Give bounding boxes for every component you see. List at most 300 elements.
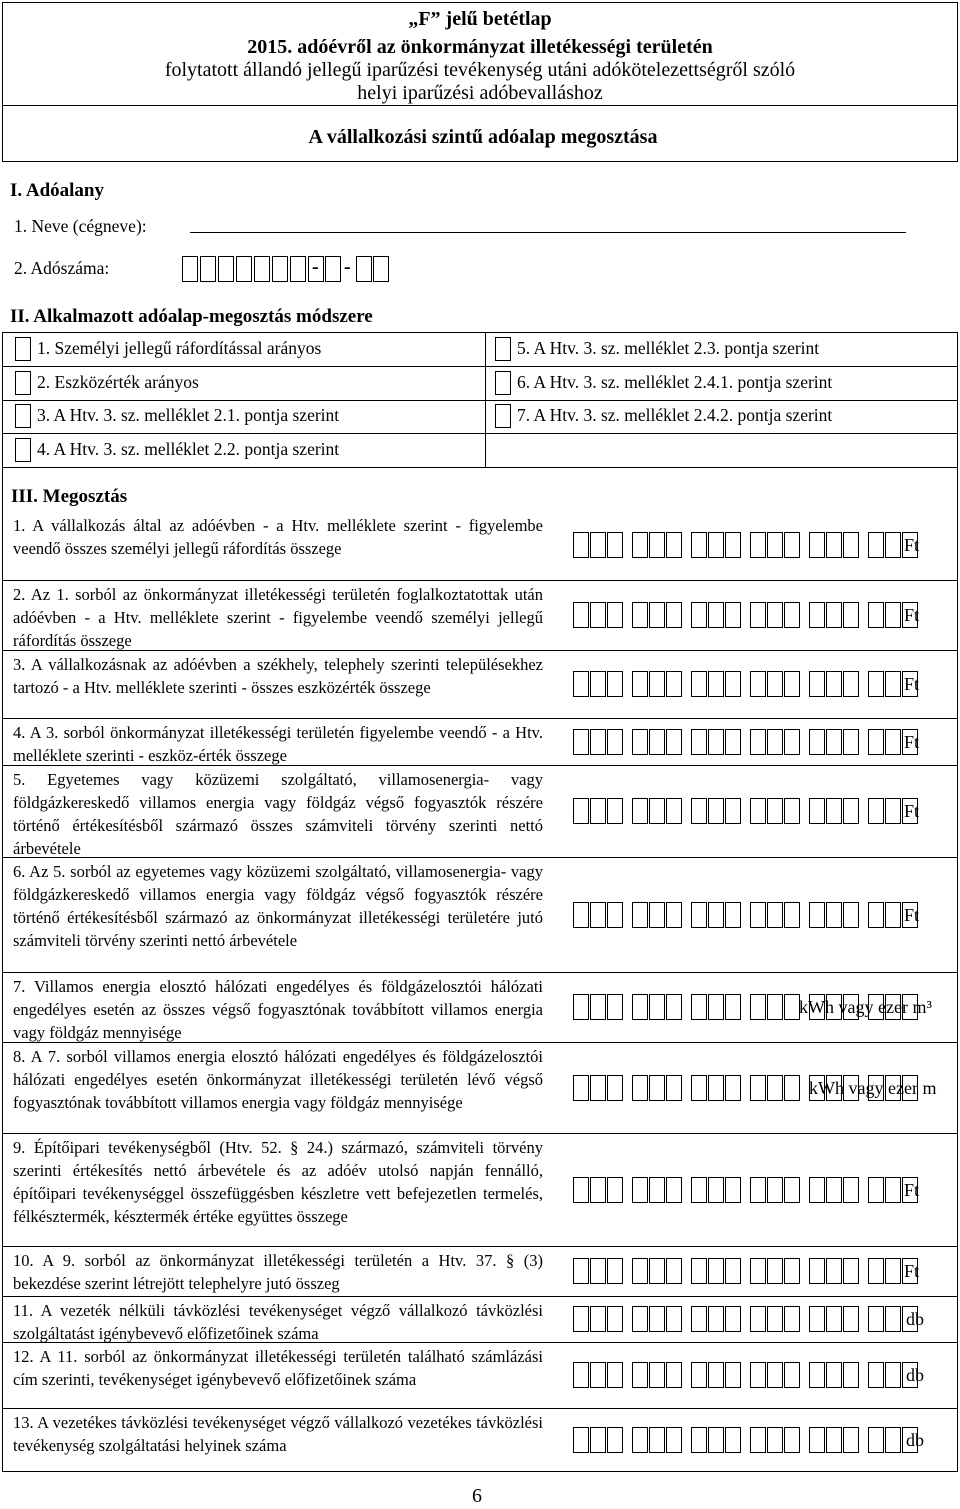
amount-digit[interactable] bbox=[843, 1427, 859, 1453]
row-description: 6. Az 5. sorból az egyetemes vagy közüzemi szolgáltató, villamosenergia- vagy földgázkereskedő villamos energia vagy földgáz végső fogyasztók részére történő értékesítésből származó az önkormányzat illetékességi területére jutó számviteli törvény szerinti nettó árbevétele bbox=[13, 862, 543, 950]
table-row bbox=[3, 1296, 957, 1341]
amount-digit[interactable] bbox=[573, 602, 589, 628]
amount-digit[interactable] bbox=[826, 1306, 842, 1332]
amount-digit[interactable] bbox=[767, 994, 783, 1020]
amount-digit[interactable] bbox=[784, 1427, 800, 1453]
amount-digit[interactable] bbox=[649, 1177, 665, 1203]
amount-digit[interactable] bbox=[868, 1177, 884, 1203]
amount-digit[interactable] bbox=[666, 1177, 682, 1203]
divider bbox=[3, 366, 485, 367]
amount-digit[interactable] bbox=[691, 1177, 707, 1203]
amount-digit[interactable] bbox=[885, 1258, 901, 1284]
method-7-label: 7. A Htv. 3. sz. melléklet 2.4.2. pontja szerint bbox=[517, 405, 833, 425]
amount-digit[interactable] bbox=[868, 729, 884, 755]
amount-digit[interactable] bbox=[784, 798, 800, 824]
amount-digit[interactable] bbox=[750, 1362, 766, 1388]
amount-digit[interactable] bbox=[708, 994, 724, 1020]
amount-digit[interactable] bbox=[868, 671, 884, 697]
row-description: 5. Egyetemes vagy közüzemi szolgáltató, villamosenergia- vagy földgázkereskedő villamos energia vagy földgáz végső fogyasztók részére történő értékesítésből származó összes számviteli törvény szerinti nettó árbevétele bbox=[13, 770, 543, 858]
amount-field[interactable] bbox=[573, 1427, 919, 1453]
amount-digit[interactable] bbox=[767, 671, 783, 697]
table-row bbox=[3, 580, 957, 649]
table-row bbox=[3, 1342, 957, 1407]
amount-digit[interactable] bbox=[708, 902, 724, 928]
row-description: 1. A vállalkozás által az adóévben - a Htv. melléklete szerint - figyelembe veendő összes személyi jellegű ráfordítás összege bbox=[13, 516, 543, 558]
amount-digit[interactable] bbox=[666, 532, 682, 558]
amount-digit[interactable] bbox=[708, 798, 724, 824]
unit-label: Ft bbox=[904, 605, 920, 625]
amount-digit[interactable] bbox=[809, 729, 825, 755]
amount-digit[interactable] bbox=[885, 1177, 901, 1203]
amount-digit[interactable] bbox=[590, 602, 606, 628]
method-table bbox=[2, 332, 958, 468]
amount-digit[interactable] bbox=[590, 902, 606, 928]
amount-digit[interactable] bbox=[590, 1258, 606, 1284]
amount-digit[interactable] bbox=[868, 1362, 884, 1388]
method-5-checkbox[interactable] bbox=[495, 337, 511, 361]
method-3-label: 3. A Htv. 3. sz. melléklet 2.1. pontja szerint bbox=[37, 405, 340, 425]
section-2-title: II. Alkalmazott adóalap-megosztás módszere bbox=[10, 306, 373, 327]
amount-digit[interactable] bbox=[649, 532, 665, 558]
amount-digit[interactable] bbox=[649, 1306, 665, 1332]
amount-digit[interactable] bbox=[632, 532, 648, 558]
table-row bbox=[3, 512, 957, 578]
amount-digit[interactable] bbox=[767, 1258, 783, 1284]
amount-digit[interactable] bbox=[767, 729, 783, 755]
amount-digit[interactable] bbox=[885, 602, 901, 628]
tax-digit[interactable] bbox=[356, 256, 372, 282]
amount-digit[interactable] bbox=[708, 729, 724, 755]
table-row bbox=[3, 650, 957, 717]
amount-digit[interactable] bbox=[666, 1427, 682, 1453]
amount-digit[interactable] bbox=[573, 532, 589, 558]
amount-digit[interactable] bbox=[649, 1258, 665, 1284]
method-1-checkbox[interactable] bbox=[15, 337, 31, 361]
amount-digit[interactable] bbox=[750, 671, 766, 697]
row-description: 8. A 7. sorból villamos energia elosztó hálózati engedélyes és földgázelosztói hálózati engedélyes esetén önkormányzat illetékességi területén lévő végső fogyasztónak továbbított villamos energia vagy földgáz mennyisége bbox=[13, 1047, 543, 1112]
amount-digit[interactable] bbox=[750, 798, 766, 824]
title-box bbox=[3, 3, 957, 106]
amount-digit[interactable] bbox=[691, 994, 707, 1020]
amount-digit[interactable] bbox=[666, 902, 682, 928]
amount-digit[interactable] bbox=[607, 1075, 623, 1101]
amount-digit[interactable] bbox=[826, 671, 842, 697]
method-4-label: 4. A Htv. 3. sz. melléklet 2.2. pontja szerint bbox=[37, 439, 340, 459]
amount-digit[interactable] bbox=[843, 532, 859, 558]
form-subtitle-line-2: folytatott állandó jellegű iparűzési tevékenység utáni adókötelezettségről szóló bbox=[164, 59, 796, 81]
unit-label: db bbox=[906, 1430, 924, 1450]
amount-digit[interactable] bbox=[590, 1427, 606, 1453]
unit-label: kWh vagy ezer m bbox=[809, 1078, 937, 1098]
divider bbox=[3, 433, 485, 434]
amount-digit[interactable] bbox=[826, 1177, 842, 1203]
amount-digit[interactable] bbox=[691, 1258, 707, 1284]
amount-digit[interactable] bbox=[573, 902, 589, 928]
amount-digit[interactable] bbox=[607, 532, 623, 558]
amount-digit[interactable] bbox=[767, 532, 783, 558]
amount-digit[interactable] bbox=[725, 602, 741, 628]
amount-digit[interactable] bbox=[573, 798, 589, 824]
amount-digit[interactable] bbox=[691, 798, 707, 824]
amount-digit[interactable] bbox=[590, 671, 606, 697]
amount-digit[interactable] bbox=[885, 902, 901, 928]
amount-digit[interactable] bbox=[826, 902, 842, 928]
amount-digit[interactable] bbox=[590, 729, 606, 755]
amount-digit[interactable] bbox=[590, 798, 606, 824]
amount-digit[interactable] bbox=[750, 1306, 766, 1332]
amount-digit[interactable] bbox=[708, 602, 724, 628]
tax-digit[interactable] bbox=[182, 256, 198, 282]
table-row bbox=[3, 1042, 957, 1132]
amount-digit[interactable] bbox=[649, 994, 665, 1020]
amount-digit[interactable] bbox=[868, 902, 884, 928]
amount-digit[interactable] bbox=[632, 902, 648, 928]
amount-digit[interactable] bbox=[750, 902, 766, 928]
amount-digit[interactable] bbox=[826, 1362, 842, 1388]
tax-digit[interactable] bbox=[290, 256, 306, 282]
amount-digit[interactable] bbox=[725, 1177, 741, 1203]
amount-digit[interactable] bbox=[708, 671, 724, 697]
amount-digit[interactable] bbox=[632, 994, 648, 1020]
amount-digit[interactable] bbox=[868, 1306, 884, 1332]
table-row bbox=[3, 1133, 957, 1245]
amount-digit[interactable] bbox=[750, 729, 766, 755]
amount-digit[interactable] bbox=[843, 902, 859, 928]
name-field[interactable] bbox=[190, 232, 906, 233]
year-line: 2015. adóévről az önkormányzat illetékességi területén bbox=[247, 36, 713, 58]
amount-digit[interactable] bbox=[809, 1427, 825, 1453]
amount-digit[interactable] bbox=[725, 1362, 741, 1388]
amount-digit[interactable] bbox=[607, 602, 623, 628]
table-row bbox=[3, 972, 957, 1041]
amount-digit[interactable] bbox=[632, 1427, 648, 1453]
amount-digit[interactable] bbox=[632, 798, 648, 824]
amount-digit[interactable] bbox=[666, 602, 682, 628]
amount-digit[interactable] bbox=[632, 1306, 648, 1332]
form-title: „F” jelű betétlap bbox=[408, 8, 552, 30]
amount-digit[interactable] bbox=[649, 729, 665, 755]
amount-digit[interactable] bbox=[607, 994, 623, 1020]
amount-digit[interactable] bbox=[809, 602, 825, 628]
page-number: 6 bbox=[472, 1485, 482, 1507]
amount-digit[interactable] bbox=[826, 729, 842, 755]
amount-digit[interactable] bbox=[725, 671, 741, 697]
tax-digit[interactable] bbox=[272, 256, 288, 282]
unit-label: db bbox=[906, 1309, 924, 1329]
method-7-checkbox[interactable] bbox=[495, 404, 511, 428]
amount-digit[interactable] bbox=[590, 1306, 606, 1332]
unit-label: kWh vagy ezer m³ bbox=[799, 997, 932, 1017]
amount-digit[interactable] bbox=[708, 1258, 724, 1284]
tax-number-label: 2. Adószáma: bbox=[14, 258, 110, 278]
amount-field[interactable] bbox=[573, 798, 919, 824]
tax-dash: - bbox=[344, 256, 351, 278]
tax-digit[interactable] bbox=[218, 256, 234, 282]
amount-digit[interactable] bbox=[725, 532, 741, 558]
amount-digit[interactable] bbox=[809, 1258, 825, 1284]
table-row bbox=[3, 1408, 957, 1471]
amount-digit[interactable] bbox=[767, 1177, 783, 1203]
row-description: 11. A vezeték nélküli távközlési tevékenységet végző vállalkozó távközlési szolgáltatást igénybevevő előfizetőinek száma bbox=[13, 1301, 543, 1343]
tax-digit[interactable] bbox=[373, 256, 389, 282]
amount-digit[interactable] bbox=[868, 1258, 884, 1284]
amount-digit[interactable] bbox=[590, 1362, 606, 1388]
amount-digit[interactable] bbox=[691, 1306, 707, 1332]
amount-digit[interactable] bbox=[767, 1362, 783, 1388]
amount-digit[interactable] bbox=[725, 798, 741, 824]
amount-digit[interactable] bbox=[750, 1258, 766, 1284]
amount-digit[interactable] bbox=[691, 1427, 707, 1453]
amount-digit[interactable] bbox=[826, 602, 842, 628]
amount-field[interactable] bbox=[573, 532, 919, 558]
amount-digit[interactable] bbox=[843, 798, 859, 824]
amount-digit[interactable] bbox=[708, 1427, 724, 1453]
tax-digit[interactable] bbox=[236, 256, 252, 282]
amount-digit[interactable] bbox=[843, 1258, 859, 1284]
amount-digit[interactable] bbox=[843, 1362, 859, 1388]
amount-digit[interactable] bbox=[708, 1075, 724, 1101]
amount-digit[interactable] bbox=[868, 798, 884, 824]
amount-digit[interactable] bbox=[708, 1362, 724, 1388]
tax-dash: - bbox=[312, 256, 319, 278]
amount-digit[interactable] bbox=[573, 1362, 589, 1388]
amount-digit[interactable] bbox=[843, 1177, 859, 1203]
amount-digit[interactable] bbox=[784, 1362, 800, 1388]
amount-digit[interactable] bbox=[607, 1362, 623, 1388]
amount-digit[interactable] bbox=[666, 1258, 682, 1284]
amount-digit[interactable] bbox=[843, 729, 859, 755]
method-3-checkbox[interactable] bbox=[15, 404, 31, 428]
table-row bbox=[3, 857, 957, 971]
table-row bbox=[3, 765, 957, 856]
amount-field[interactable] bbox=[573, 902, 919, 928]
amount-digit[interactable] bbox=[750, 1427, 766, 1453]
amount-digit[interactable] bbox=[590, 532, 606, 558]
amount-digit[interactable] bbox=[826, 798, 842, 824]
amount-digit[interactable] bbox=[826, 1427, 842, 1453]
amount-digit[interactable] bbox=[767, 902, 783, 928]
amount-digit[interactable] bbox=[632, 1177, 648, 1203]
amount-digit[interactable] bbox=[784, 1075, 800, 1101]
amount-digit[interactable] bbox=[725, 902, 741, 928]
amount-digit[interactable] bbox=[666, 1306, 682, 1332]
method-2-label: 2. Eszközérték arányos bbox=[37, 372, 199, 392]
table-row bbox=[3, 1246, 957, 1295]
amount-digit[interactable] bbox=[691, 902, 707, 928]
amount-digit[interactable] bbox=[725, 994, 741, 1020]
amount-digit[interactable] bbox=[573, 671, 589, 697]
amount-digit[interactable] bbox=[708, 1177, 724, 1203]
amount-digit[interactable] bbox=[632, 671, 648, 697]
amount-digit[interactable] bbox=[885, 798, 901, 824]
tax-digit[interactable] bbox=[254, 256, 270, 282]
amount-digit[interactable] bbox=[809, 1306, 825, 1332]
amount-digit[interactable] bbox=[826, 532, 842, 558]
amount-digit[interactable] bbox=[632, 729, 648, 755]
amount-digit[interactable] bbox=[573, 729, 589, 755]
divider bbox=[3, 400, 485, 401]
amount-digit[interactable] bbox=[573, 1075, 589, 1101]
amount-field[interactable] bbox=[573, 1362, 919, 1388]
amount-digit[interactable] bbox=[590, 994, 606, 1020]
amount-digit[interactable] bbox=[784, 532, 800, 558]
amount-digit[interactable] bbox=[750, 532, 766, 558]
amount-digit[interactable] bbox=[767, 798, 783, 824]
amount-digit[interactable] bbox=[708, 1306, 724, 1332]
amount-digit[interactable] bbox=[573, 1258, 589, 1284]
amount-digit[interactable] bbox=[632, 1075, 648, 1101]
amount-digit[interactable] bbox=[649, 798, 665, 824]
amount-digit[interactable] bbox=[843, 1306, 859, 1332]
amount-digit[interactable] bbox=[725, 729, 741, 755]
amount-digit[interactable] bbox=[691, 1075, 707, 1101]
amount-digit[interactable] bbox=[573, 1427, 589, 1453]
amount-digit[interactable] bbox=[885, 1362, 901, 1388]
method-2-checkbox[interactable] bbox=[15, 371, 31, 395]
amount-field[interactable] bbox=[573, 671, 919, 697]
amount-digit[interactable] bbox=[784, 729, 800, 755]
amount-digit[interactable] bbox=[649, 602, 665, 628]
amount-digit[interactable] bbox=[590, 1075, 606, 1101]
amount-digit[interactable] bbox=[809, 532, 825, 558]
method-5-label: 5. A Htv. 3. sz. melléklet 2.3. pontja szerint bbox=[517, 338, 820, 358]
amount-digit[interactable] bbox=[725, 1258, 741, 1284]
amount-digit[interactable] bbox=[885, 1306, 901, 1332]
unit-label: Ft bbox=[904, 732, 920, 752]
amount-digit[interactable] bbox=[691, 602, 707, 628]
amount-digit[interactable] bbox=[784, 1177, 800, 1203]
tax-digit[interactable] bbox=[325, 256, 341, 282]
amount-digit[interactable] bbox=[708, 532, 724, 558]
amount-digit[interactable] bbox=[573, 994, 589, 1020]
amount-digit[interactable] bbox=[666, 1075, 682, 1101]
amount-digit[interactable] bbox=[750, 602, 766, 628]
amount-digit[interactable] bbox=[666, 671, 682, 697]
method-6-checkbox[interactable] bbox=[495, 371, 511, 395]
amount-digit[interactable] bbox=[809, 902, 825, 928]
amount-digit[interactable] bbox=[691, 729, 707, 755]
method-1-label: 1. Személyi jellegű ráfordítással arányos bbox=[37, 338, 322, 358]
amount-digit[interactable] bbox=[826, 1258, 842, 1284]
unit-label: Ft bbox=[904, 535, 920, 555]
name-label: 1. Neve (cégneve): bbox=[14, 216, 147, 236]
row-description: 9. Építőipari tevékenységből (Htv. 52. § 24.) származó, számviteli törvény szerinti értékesítés nettó árbevétele és az adóév utolsó napján fennálló, építőipari tevékenységgel összefüggésben készletre vett befejezetlen termelés, félkésztermék, késztermék értéke együttes összege bbox=[13, 1138, 543, 1226]
divider bbox=[485, 366, 957, 367]
amount-digit[interactable] bbox=[607, 729, 623, 755]
amount-digit[interactable] bbox=[632, 1258, 648, 1284]
amount-digit[interactable] bbox=[885, 729, 901, 755]
amount-digit[interactable] bbox=[868, 1427, 884, 1453]
amount-digit[interactable] bbox=[649, 1075, 665, 1101]
amount-digit[interactable] bbox=[868, 532, 884, 558]
amount-digit[interactable] bbox=[649, 1427, 665, 1453]
divider bbox=[485, 400, 957, 401]
unit-label: db bbox=[906, 1365, 924, 1385]
amount-digit[interactable] bbox=[750, 994, 766, 1020]
amount-digit[interactable] bbox=[573, 1306, 589, 1332]
row-description: 10. A 9. sorból az önkormányzat illetékességi területén a Htv. 37. § (3) bekezdése szerint létrejött telephelyre jutó összeg bbox=[13, 1251, 543, 1293]
amount-digit[interactable] bbox=[767, 1075, 783, 1101]
section-3-title: III. Megosztás bbox=[11, 486, 128, 507]
amount-digit[interactable] bbox=[843, 671, 859, 697]
method-4-checkbox[interactable] bbox=[15, 438, 31, 462]
amount-digit[interactable] bbox=[725, 1306, 741, 1332]
amount-field[interactable] bbox=[573, 1258, 919, 1284]
amount-digit[interactable] bbox=[649, 902, 665, 928]
amount-digit[interactable] bbox=[784, 1306, 800, 1332]
row-description: 12. A 11. sorból az önkormányzat illetékességi területén található számlázási cím szerinti, tevékenységet igénybevevő előfizetőinek száma bbox=[13, 1347, 543, 1389]
amount-digit[interactable] bbox=[607, 671, 623, 697]
unit-label: Ft bbox=[904, 1180, 920, 1200]
amount-digit[interactable] bbox=[809, 798, 825, 824]
amount-digit[interactable] bbox=[607, 1306, 623, 1332]
amount-field[interactable] bbox=[573, 602, 919, 628]
amount-digit[interactable] bbox=[666, 798, 682, 824]
amount-digit[interactable] bbox=[767, 1427, 783, 1453]
amount-digit[interactable] bbox=[649, 1362, 665, 1388]
amount-digit[interactable] bbox=[691, 671, 707, 697]
row-description: 3. A vállalkozásnak az adóévben a székhely, telephely szerinti településekhez tartozó - a Htv. melléklete szerinti - összes eszközérték összege bbox=[13, 655, 543, 697]
amount-digit[interactable] bbox=[666, 994, 682, 1020]
amount-digit[interactable] bbox=[590, 1177, 606, 1203]
amount-digit[interactable] bbox=[725, 1075, 741, 1101]
amount-digit[interactable] bbox=[784, 994, 800, 1020]
amount-digit[interactable] bbox=[784, 671, 800, 697]
amount-digit[interactable] bbox=[784, 1258, 800, 1284]
amount-digit[interactable] bbox=[607, 902, 623, 928]
amount-field[interactable] bbox=[573, 729, 919, 755]
amount-digit[interactable] bbox=[632, 1362, 648, 1388]
amount-digit[interactable] bbox=[784, 902, 800, 928]
amount-field[interactable] bbox=[573, 1306, 919, 1332]
amount-digit[interactable] bbox=[607, 1258, 623, 1284]
amount-digit[interactable] bbox=[750, 1075, 766, 1101]
amount-digit[interactable] bbox=[843, 602, 859, 628]
amount-digit[interactable] bbox=[885, 1427, 901, 1453]
row-description: 2. Az 1. sorból az önkormányzat illetékességi területén foglalkoztatottak után adóévben - a Htv. melléklete szerint - figyelembe veendő személyi jellegű ráfordítás összege bbox=[13, 585, 543, 650]
unit-label: Ft bbox=[904, 801, 920, 821]
form-subtitle-line-3: helyi iparűzési adóbevalláshoz bbox=[357, 82, 603, 104]
amount-digit[interactable] bbox=[632, 602, 648, 628]
amount-digit[interactable] bbox=[809, 1362, 825, 1388]
amount-digit[interactable] bbox=[691, 532, 707, 558]
unit-label: Ft bbox=[904, 905, 920, 925]
amount-digit[interactable] bbox=[885, 671, 901, 697]
amount-digit[interactable] bbox=[885, 532, 901, 558]
amount-digit[interactable] bbox=[607, 1177, 623, 1203]
amount-digit[interactable] bbox=[784, 602, 800, 628]
amount-digit[interactable] bbox=[767, 1306, 783, 1332]
form-subtitle-line-1 bbox=[3, 36, 957, 58]
amount-digit[interactable] bbox=[809, 1177, 825, 1203]
unit-label: Ft bbox=[904, 674, 920, 694]
amount-digit[interactable] bbox=[725, 1427, 741, 1453]
amount-digit[interactable] bbox=[607, 1427, 623, 1453]
amount-digit[interactable] bbox=[666, 729, 682, 755]
amount-field[interactable] bbox=[573, 1177, 919, 1203]
amount-digit[interactable] bbox=[767, 602, 783, 628]
amount-digit[interactable] bbox=[666, 1362, 682, 1388]
section-1-title: I. Adóalany bbox=[10, 180, 104, 201]
amount-digit[interactable] bbox=[809, 671, 825, 697]
amount-digit[interactable] bbox=[573, 1177, 589, 1203]
amount-digit[interactable] bbox=[691, 1362, 707, 1388]
tax-digit[interactable] bbox=[200, 256, 216, 282]
amount-digit[interactable] bbox=[607, 798, 623, 824]
amount-digit[interactable] bbox=[750, 1177, 766, 1203]
amount-digit[interactable] bbox=[649, 671, 665, 697]
amount-digit[interactable] bbox=[868, 602, 884, 628]
